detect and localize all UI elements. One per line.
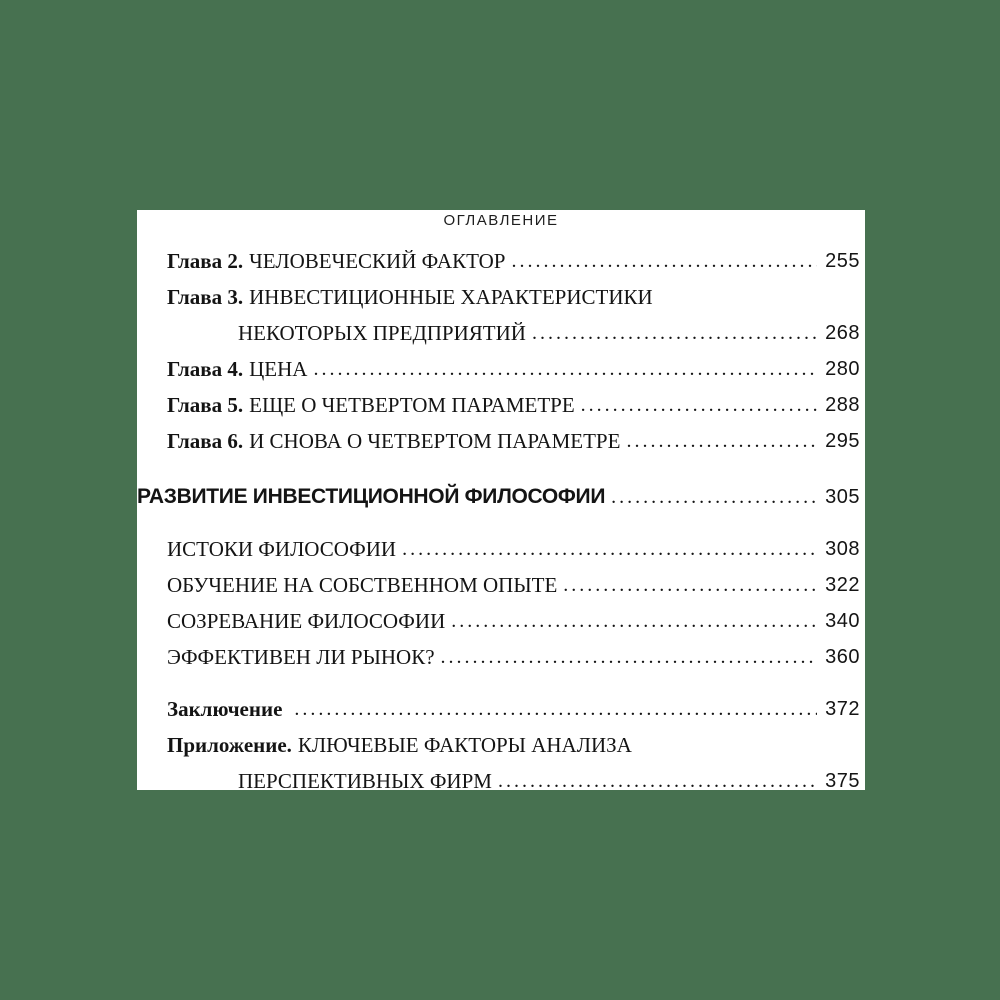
entry-line-1 xyxy=(137,727,865,763)
dot-leader xyxy=(557,567,817,603)
entry-line-2 xyxy=(137,315,865,351)
entry-title: И СНОВА О ЧЕТВЕРТОМ ПАРАМЕТРЕ xyxy=(249,429,621,453)
entry-page-number: 308 xyxy=(825,538,860,560)
toc-entry xyxy=(137,639,865,675)
entry-title: ИСТОКИ ФИЛОСОФИИ xyxy=(167,537,397,561)
toc-entry xyxy=(137,279,865,351)
toc-entry xyxy=(137,243,865,279)
dot-leader xyxy=(396,531,817,567)
toc-entry xyxy=(137,531,865,567)
part-title: РАЗВИТИЕ ИНВЕСТИЦИОННОЙ ФИЛОСОФИИ xyxy=(137,485,606,508)
entry-page-number: 322 xyxy=(825,574,860,596)
toc-entry xyxy=(137,387,865,423)
entry-prefix: Приложение. xyxy=(167,733,292,757)
entry-title: ЭФФЕКТИВЕН ЛИ РЫНОК? xyxy=(167,645,435,669)
toc-entry xyxy=(137,691,865,727)
dot-leader xyxy=(605,479,817,515)
dot-leader xyxy=(445,603,817,639)
entry-title-continuation: ПЕРСПЕКТИВНЫХ ФИРМ xyxy=(238,769,492,790)
table-of-contents xyxy=(137,243,865,790)
dot-leader xyxy=(526,315,817,351)
entry-title: ОБУЧЕНИЕ НА СОБСТВЕННОМ ОПЫТЕ xyxy=(167,573,558,597)
dot-leader xyxy=(435,639,818,675)
entry-page-number: 288 xyxy=(825,394,860,416)
toc-entry xyxy=(137,727,865,790)
dot-leader xyxy=(288,691,817,727)
page-header: ОГЛАВЛЕНИЕ xyxy=(443,212,559,229)
entry-title-continuation: НЕКОТОРЫХ ПРЕДПРИЯТИЙ xyxy=(238,321,526,345)
entry-prefix: Глава 5. xyxy=(167,393,244,417)
entry-title: СОЗРЕВАНИЕ ФИЛОСОФИИ xyxy=(167,609,446,633)
entry-prefix: Глава 2. xyxy=(167,249,244,273)
dot-leader xyxy=(620,423,817,459)
dot-leader xyxy=(575,387,817,423)
dot-leader xyxy=(307,351,817,387)
toc-entry xyxy=(137,423,865,459)
entry-page-number: 280 xyxy=(825,358,860,380)
entry-page-number: 255 xyxy=(825,250,860,272)
entry-line-1 xyxy=(137,279,865,315)
toc-entry xyxy=(137,603,865,639)
entry-page-number: 375 xyxy=(825,770,860,790)
entry-page-number: 360 xyxy=(825,646,860,668)
dot-leader xyxy=(492,763,817,790)
entry-page-number: 268 xyxy=(825,322,860,344)
book-page xyxy=(137,210,865,790)
entry-page-number: 372 xyxy=(825,698,860,720)
dot-leader xyxy=(505,243,817,279)
entry-line-2 xyxy=(137,763,865,790)
entry-title: ЧЕЛОВЕЧЕСКИЙ ФАКТОР xyxy=(249,249,506,273)
toc-part-heading xyxy=(137,479,865,515)
entry-page-number: 340 xyxy=(825,610,860,632)
entry-prefix: Заключение xyxy=(167,697,283,721)
entry-title: КЛЮЧЕВЫЕ ФАКТОРЫ АНАЛИЗА xyxy=(297,733,632,757)
toc-entry xyxy=(137,567,865,603)
toc-entry xyxy=(137,351,865,387)
entry-page-number: 295 xyxy=(825,430,860,452)
entry-title: ЦЕНА xyxy=(249,357,308,381)
entry-page-number: 305 xyxy=(825,486,860,508)
entry-title: ЕЩЕ О ЧЕТВЕРТОМ ПАРАМЕТРЕ xyxy=(249,393,575,417)
entry-prefix: Глава 3. xyxy=(167,285,244,309)
entry-title: ИНВЕСТИЦИОННЫЕ ХАРАКТЕРИСТИКИ xyxy=(249,285,653,309)
entry-prefix: Глава 6. xyxy=(167,429,244,453)
entry-prefix: Глава 4. xyxy=(167,357,244,381)
